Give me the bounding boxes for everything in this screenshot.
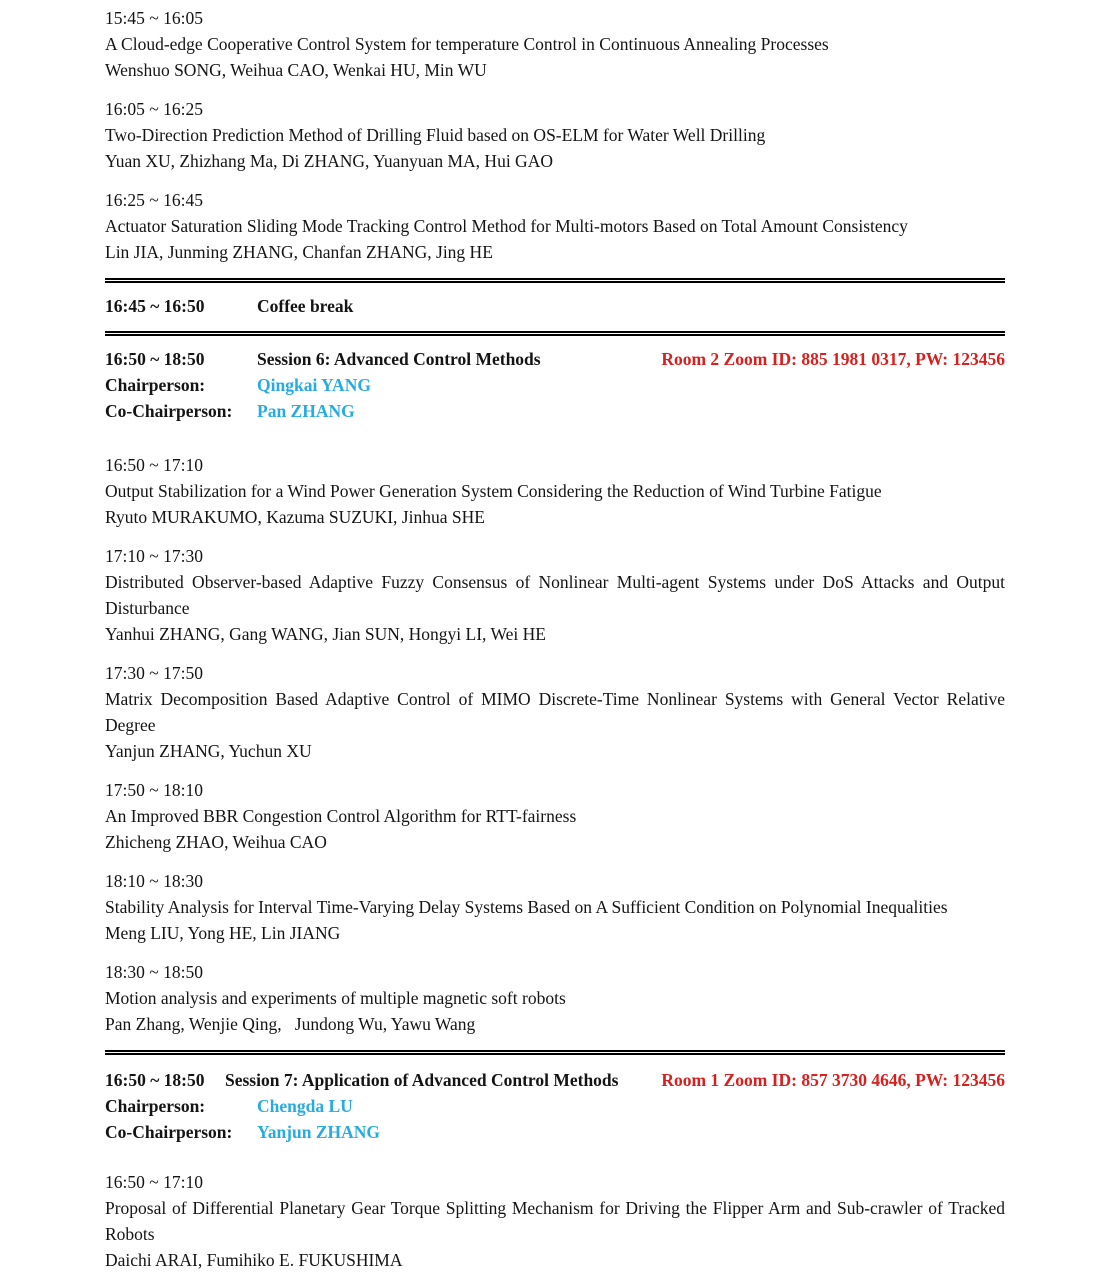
- paper-block: [105, 777, 1005, 855]
- co-chairperson-label: Co-Chairperson:: [105, 401, 233, 421]
- session-time: 16:50 ~ 18:50: [105, 1070, 205, 1090]
- session-title: Session 6: Advanced Control Methods: [257, 349, 541, 369]
- paper-time: 17:30 ~ 17:50: [105, 663, 203, 683]
- chairperson-row: [105, 1093, 1005, 1119]
- paper-block: [105, 959, 1005, 1037]
- chairperson-name: Chengda LU: [257, 1096, 353, 1116]
- paper-authors: Pan Zhang, Wenjie Qing, Jundong Wu, Yawu Wang: [105, 1014, 476, 1034]
- divider-above-session-7: [105, 1050, 1005, 1055]
- co-chairperson-name: Yanjun ZHANG: [257, 1122, 381, 1142]
- paper-list-top: [105, 5, 1005, 265]
- paper-time: 16:25 ~ 16:45: [105, 190, 203, 210]
- paper-block: [105, 868, 1005, 946]
- coffee-break-label: Coffee break: [257, 296, 354, 316]
- paper-time: 18:30 ~ 18:50: [105, 962, 203, 982]
- paper-block: [105, 187, 1005, 265]
- session-title-row: [105, 346, 1005, 372]
- session-title-row: [105, 1067, 1005, 1093]
- paper-authors: Ryuto MURAKUMO, Kazuma SUZUKI, Jinhua SHE: [105, 507, 485, 527]
- paper-title: Two-Direction Prediction Method of Drilling Fluid based on OS-ELM for Water Well Drilling: [105, 125, 766, 145]
- session-6-paper-list: [105, 452, 1005, 1037]
- paper-authors: Yanjun ZHANG, Yuchun XU: [105, 741, 312, 761]
- session-room-zoom-info: Room 2 Zoom ID: 885 1981 0317, PW: 123456: [661, 349, 1005, 369]
- paper-authors: Yanhui ZHANG, Gang WANG, Jian SUN, Hongyi LI, Wei HE: [105, 624, 546, 644]
- paper-title: A Cloud-edge Cooperative Control System for temperature Control in Continuous Annealing Processes: [105, 34, 829, 54]
- paper-title: Distributed Observer-based Adaptive Fuzzy Consensus of Nonlinear Multi-agent Systems under DoS Attacks and Output Disturbance: [105, 572, 1005, 618]
- paper-title: An Improved BBR Congestion Control Algorithm for RTT-fairness: [105, 806, 577, 826]
- paper-authors: Lin JIA, Junming ZHANG, Chanfan ZHANG, Jing HE: [105, 242, 493, 262]
- session-room-zoom-info: Room 1 Zoom ID: 857 3730 4646, PW: 123456: [661, 1070, 1005, 1090]
- paper-time: 17:50 ~ 18:10: [105, 780, 203, 800]
- paper-time: 16:05 ~ 16:25: [105, 99, 203, 119]
- session-6-header: [105, 346, 1005, 424]
- coffee-break-row: [105, 283, 1005, 331]
- co-chairperson-row: [105, 1119, 1005, 1145]
- co-chairperson-name: Pan ZHANG: [257, 401, 355, 421]
- co-chairperson-row: [105, 398, 1005, 424]
- paper-authors: Yuan XU, Zhizhang Ma, Di ZHANG, Yuanyuan MA, Hui GAO: [105, 151, 553, 171]
- paper-time: 16:50 ~ 17:10: [105, 455, 203, 475]
- chairperson-label: Chairperson:: [105, 375, 206, 395]
- paper-time: 17:10 ~ 17:30: [105, 546, 203, 566]
- chairperson-row: [105, 372, 1005, 398]
- session-7-paper-list: [105, 1169, 1005, 1272]
- paper-title: Actuator Saturation Sliding Mode Tracking Control Method for Multi-motors Based on Total Amount Consistency: [105, 216, 908, 236]
- paper-title: Proposal of Differential Planetary Gear Torque Splitting Mechanism for Driving the Flipper Arm and Sub-crawler of Tracked Robots: [105, 1198, 1005, 1244]
- paper-title: Output Stabilization for a Wind Power Generation System Considering the Reduction of Wind Turbine Fatigue: [105, 481, 882, 501]
- paper-time: 16:50 ~ 17:10: [105, 1172, 203, 1192]
- paper-block: [105, 1169, 1005, 1272]
- paper-block: [105, 660, 1005, 764]
- paper-authors: Meng LIU, Yong HE, Lin JIANG: [105, 923, 341, 943]
- paper-block: [105, 452, 1005, 530]
- paper-title: Stability Analysis for Interval Time-Varying Delay Systems Based on A Sufficient Condition on Polynomial Inequalities: [105, 897, 948, 917]
- divider-bottom-of-coffee-break: [105, 331, 1005, 336]
- session-7-header: [105, 1067, 1005, 1145]
- paper-block: [105, 5, 1005, 83]
- session-title: Session 7: Application of Advanced Control Methods: [225, 1070, 619, 1090]
- co-chairperson-label: Co-Chairperson:: [105, 1122, 233, 1142]
- chairperson-name: Qingkai YANG: [257, 375, 371, 395]
- coffee-break-time: 16:45 ~ 16:50: [105, 296, 205, 316]
- paper-authors: Wenshuo SONG, Weihua CAO, Wenkai HU, Min WU: [105, 60, 487, 80]
- paper-title: Matrix Decomposition Based Adaptive Control of MIMO Discrete-Time Nonlinear Systems with General Vector Relative Degree: [105, 689, 1005, 735]
- paper-time: 18:10 ~ 18:30: [105, 871, 203, 891]
- paper-block: [105, 96, 1005, 174]
- paper-title: Motion analysis and experiments of multiple magnetic soft robots: [105, 988, 566, 1008]
- chairperson-label: Chairperson:: [105, 1096, 206, 1116]
- paper-time: 15:45 ~ 16:05: [105, 8, 203, 28]
- paper-authors: Zhicheng ZHAO, Weihua CAO: [105, 832, 327, 852]
- paper-authors: Daichi ARAI, Fumihiko E. FUKUSHIMA: [105, 1250, 403, 1270]
- paper-block: [105, 543, 1005, 647]
- session-time: 16:50 ~ 18:50: [105, 349, 205, 369]
